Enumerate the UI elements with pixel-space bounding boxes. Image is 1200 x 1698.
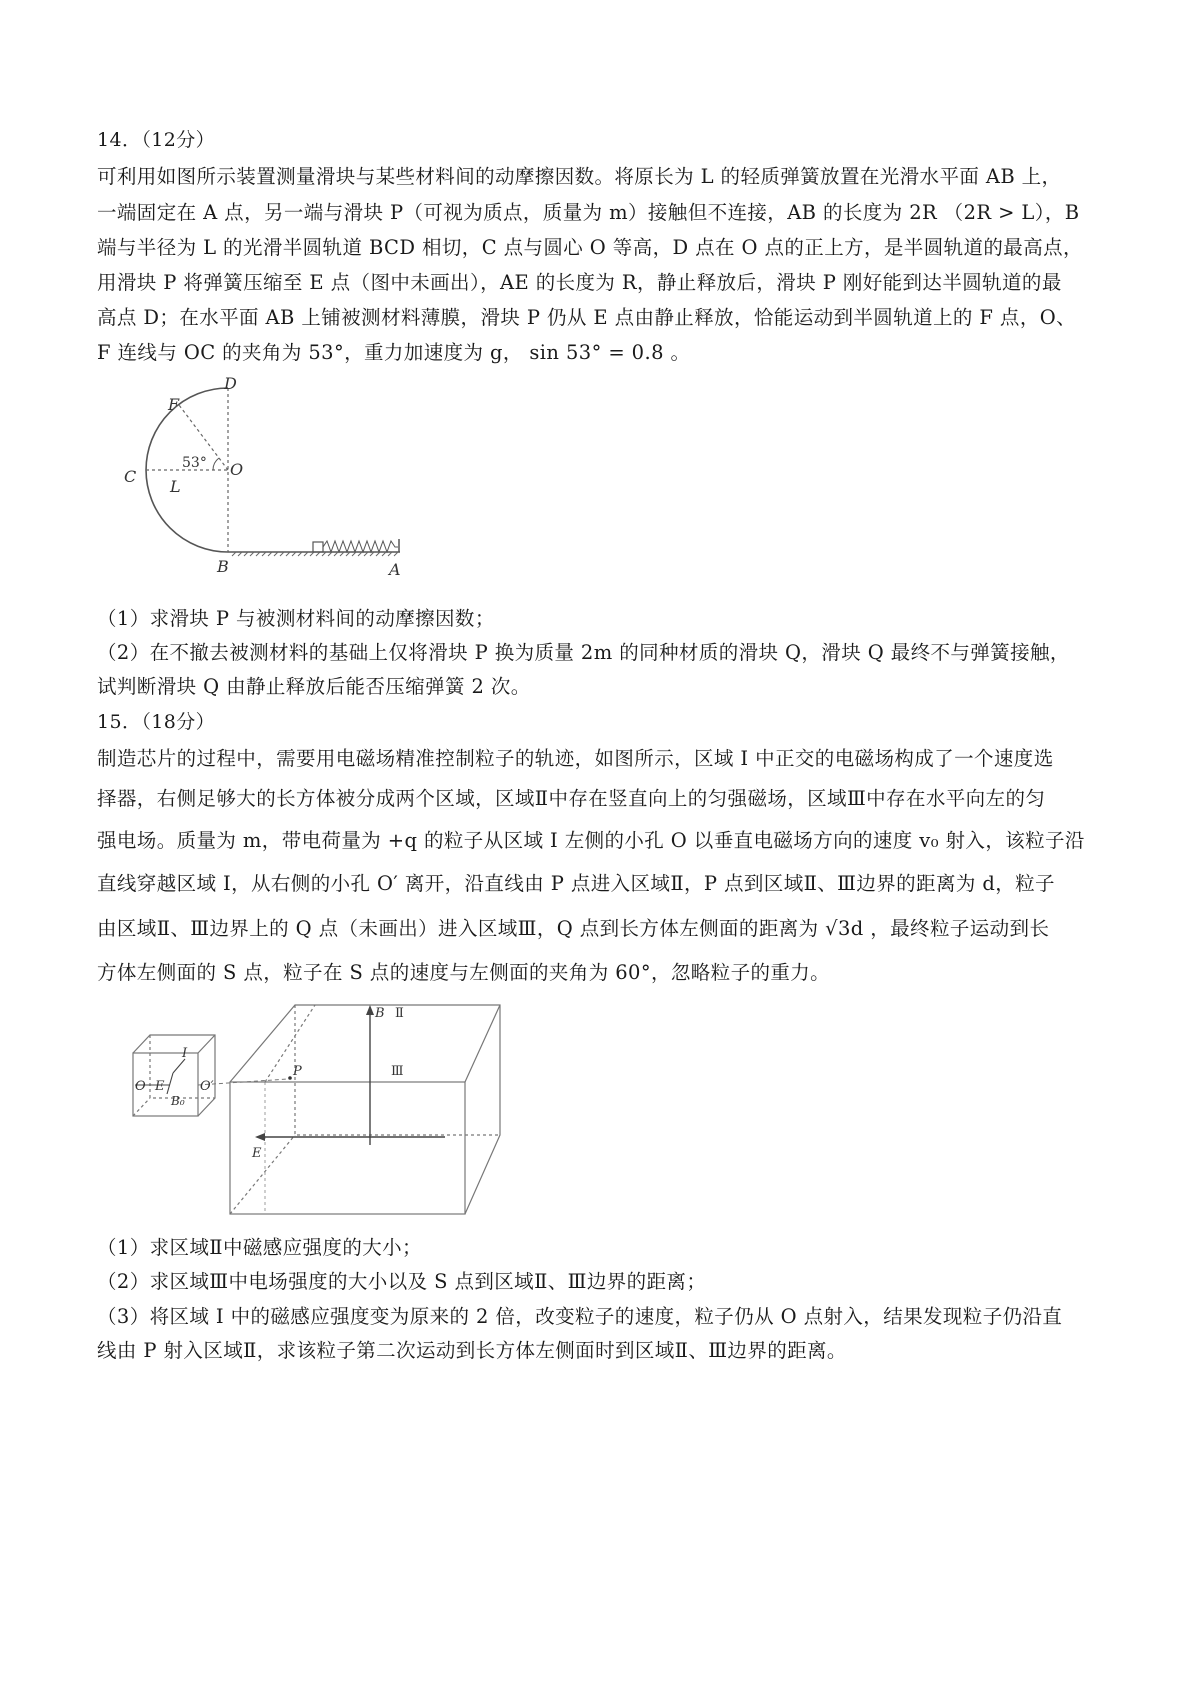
q15-text-line-2: 择器，右侧足够大的长方体被分成两个区域，区域Ⅱ中存在竖直向上的匀强磁场，区域Ⅲ中存在水平向左的匀 [97,787,1046,810]
big-box-back [230,1005,500,1214]
q14-text-line-2: 一端固定在 A 点，另一端与滑块 P（可视为质点，质量为 m）接触但不连接，AB 的长度为 2R （2R > L），B [97,201,1080,224]
q14-text-line-1: 可利用如图所示装置测量滑块与某些材料间的动摩擦因数。将原长为 L 的轻质弹簧放置在光滑水平面 AB 上， [97,165,1062,188]
q14-sub2-line-1: （2）在不撤去被测材料的基础上仅将滑块 P 换为质量 2m 的同种材质的滑块 Q，滑块 Q 最终不与弹簧接触， [97,641,1070,664]
label-b: B [375,1006,385,1021]
label-b: B [217,557,229,576]
q14-header: 14．（12分） [97,129,216,151]
label-l: L [170,477,181,496]
label-e2: E [252,1146,262,1161]
q14-text-line-6: F 连线与 OC 的夹角为 53°，重力加速度为 g， sin 53° = 0.8 。 [97,341,691,364]
q15-text-line-4: 直线穿越区域 I，从右侧的小孔 O′ 离开，沿直线由 P 点进入区域Ⅱ，P 点到区域Ⅱ、Ⅲ边界的距离为 d，粒子 [97,872,1055,895]
label-oprime: O′ [200,1079,214,1094]
q14-track-figure [120,375,460,600]
angle-arc [213,458,219,470]
label-p: P [293,1064,302,1079]
label-e1: E [155,1079,165,1094]
q15-sub3-line-1: （3）将区域 I 中的磁感应强度变为原来的 2 倍，改变粒子的速度，粒子仍从 O 点射入，结果发现粒子仍沿直 [97,1305,1063,1328]
q14-text-line-4: 用滑块 P 将弹簧压缩至 E 点（图中未画出），AE 的长度为 R，静止释放后，滑块 P 刚好能到达半圆轨道的最 [97,271,1062,294]
q15-sub2: （2）求区域Ⅲ中电场强度的大小以及 S 点到区域Ⅱ、Ⅲ边界的距离； [97,1270,707,1293]
label-f: F [168,395,180,414]
q15-text-line-6: 方体左侧面的 S 点，粒子在 S 点的速度与左侧面的夹角为 60°，忽略粒子的重力。 [97,961,831,984]
q15-sub3-line-2: 线由 P 射入区域Ⅱ，求该粒子第二次运动到长方体左侧面时到区域Ⅱ、Ⅲ边界的距离。 [97,1339,847,1362]
q14-text-line-5: 高点 D；在水平面 AB 上铺被测材料薄膜，滑块 P 仍从 E 点由静止释放，恰能运动到半圆轨道上的 F 点，O、 [97,306,1077,329]
q15-sub1: （1）求区域Ⅱ中磁感应强度的大小； [97,1236,422,1259]
label-o: O [135,1079,146,1094]
spring [323,541,398,552]
label-b0: B₀ [171,1094,185,1108]
label-region-iii: Ⅲ [391,1064,404,1079]
q14-sub1: （1）求滑块 P 与被测材料间的动摩擦因数； [97,607,495,630]
label-a: A [389,560,401,579]
q15-text-line-1: 制造芯片的过程中，需要用电磁场精准控制粒子的轨迹，如图所示，区域 I 中正交的电磁场构成了一个速度选 [97,747,1054,770]
label-angle: 53° [182,455,207,471]
q15-header: 15．（18分） [97,711,216,733]
label-o: O [230,460,244,479]
q15-text-line-3: 强电场。质量为 m，带电荷量为 +q 的粒子从区域 I 左侧的小孔 O 以垂直电磁场方向的速度 v₀ 射入，该粒子沿 [97,829,1085,852]
q14-sub2-line-2: 试判断滑块 Q 由静止释放后能否压缩弹簧 2 次。 [97,675,531,698]
q14-text-line-3: 端与半径为 L 的光滑半圆轨道 BCD 相切，C 点与圆心 O 等高，D 点在 O 点的正上方，是半圆轨道的最高点， [97,236,1083,259]
label-region-ii: Ⅱ [395,1006,404,1021]
slider-block [313,542,323,552]
label-d: D [224,375,237,393]
q15-field-figure [125,995,525,1225]
q15-text-line-5: 由区域Ⅱ、Ⅲ边界上的 Q 点（未画出）进入区域Ⅲ，Q 点到长方体左侧面的距离为 √3d ，最终粒子运动到长 [97,917,1050,940]
label-c: C [124,467,137,486]
label-i: I [182,1046,188,1061]
point-p [288,1076,292,1080]
